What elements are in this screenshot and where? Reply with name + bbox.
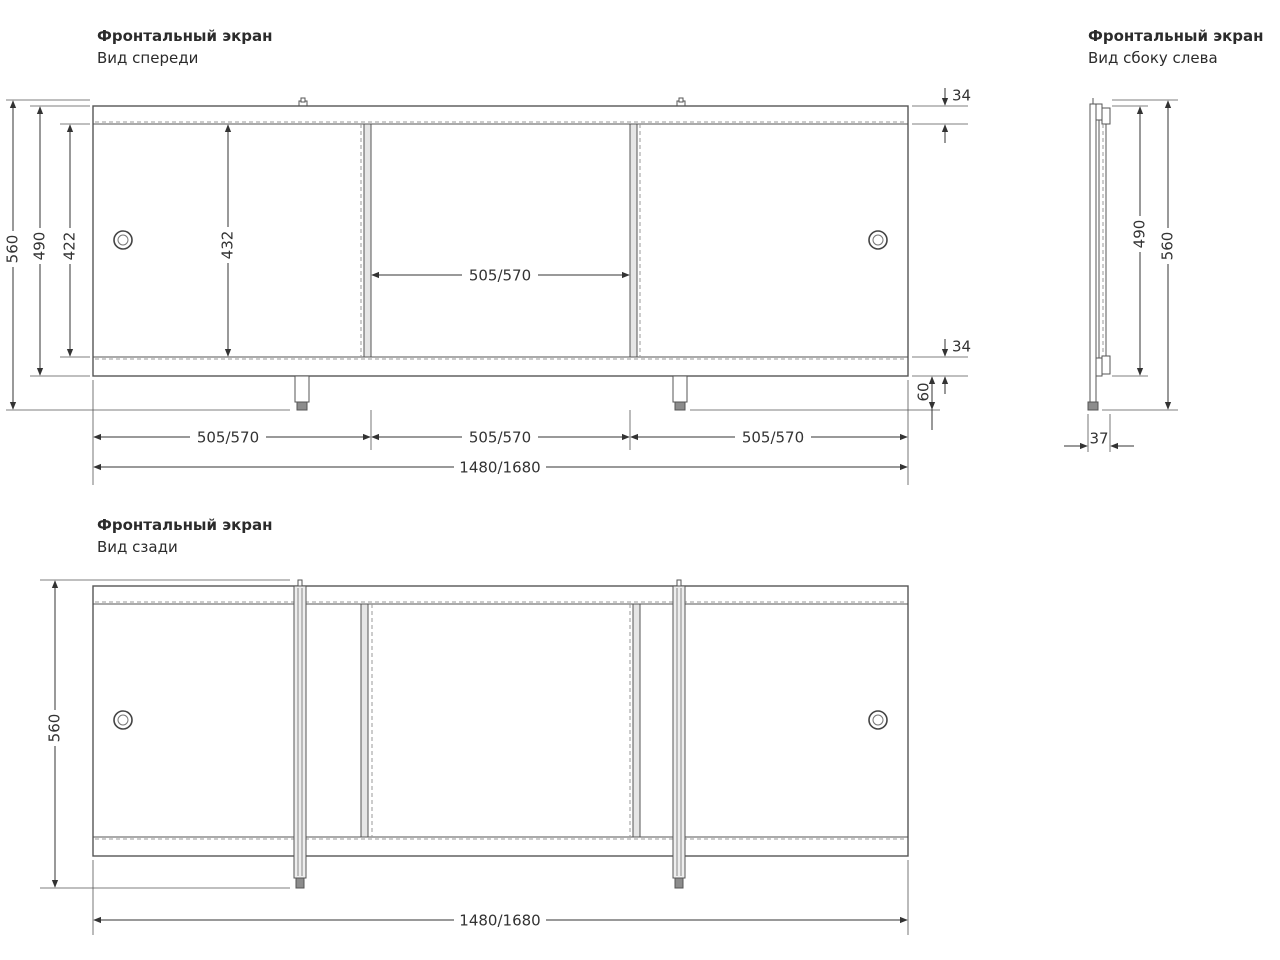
side-view-title: Фронтальный экран	[1088, 27, 1264, 45]
dim-side-depth: 37	[1089, 429, 1109, 448]
dim-front-height-panel: 490	[30, 231, 49, 261]
back-handle-right	[869, 711, 887, 729]
dim-back-overall-length: 1480/1680	[459, 911, 541, 930]
front-frame	[93, 106, 908, 376]
back-frame	[93, 586, 908, 856]
side-leg-foot	[1088, 402, 1098, 410]
dim-rail-bottom: 34	[952, 337, 972, 356]
front-leg-right	[673, 376, 687, 410]
dim-front-height-door: 432	[218, 230, 237, 260]
side-bottom-bracket	[1096, 358, 1102, 376]
front-top-adjuster-right	[677, 98, 685, 106]
dim-front-height-inner: 422	[60, 231, 79, 261]
front-view	[4, 87, 972, 486]
dim-section-mid: 505/570	[468, 428, 532, 447]
side-bottom-clip	[1102, 356, 1110, 374]
dim-back-height-total: 560	[45, 713, 64, 743]
back-support-post-left	[294, 580, 306, 888]
side-panel-body	[1090, 104, 1096, 402]
dim-rail-top: 34	[952, 86, 972, 105]
side-extension-lines	[1088, 100, 1178, 452]
front-view-title: Фронтальный экран	[97, 27, 273, 45]
front-handle-right	[869, 231, 887, 249]
dim-side-height-total: 560	[1158, 231, 1177, 261]
side-view-subtitle: Вид сбоку слева	[1088, 49, 1218, 67]
back-support-post-right	[673, 580, 685, 888]
front-top-adjuster-left	[299, 98, 307, 106]
dim-front-door-width: 505/570	[468, 266, 532, 285]
front-leg-left	[295, 376, 309, 410]
dim-front-height-total: 560	[3, 234, 22, 264]
dim-front-overall-length: 1480/1680	[459, 458, 541, 477]
back-view	[40, 580, 908, 935]
side-top-bracket	[1096, 104, 1102, 120]
dim-leg: 60	[914, 382, 933, 402]
side-top-clip	[1102, 108, 1110, 124]
back-view-subtitle: Вид сзади	[97, 538, 178, 556]
side-view	[1064, 98, 1178, 452]
dim-section-right: 505/570	[741, 428, 805, 447]
dim-section-left: 505/570	[196, 428, 260, 447]
front-view-subtitle: Вид спереди	[97, 49, 199, 67]
dim-side-height-panel: 490	[1130, 219, 1149, 249]
back-handle-left	[114, 711, 132, 729]
back-view-title: Фронтальный экран	[97, 516, 273, 534]
front-handle-left	[114, 231, 132, 249]
